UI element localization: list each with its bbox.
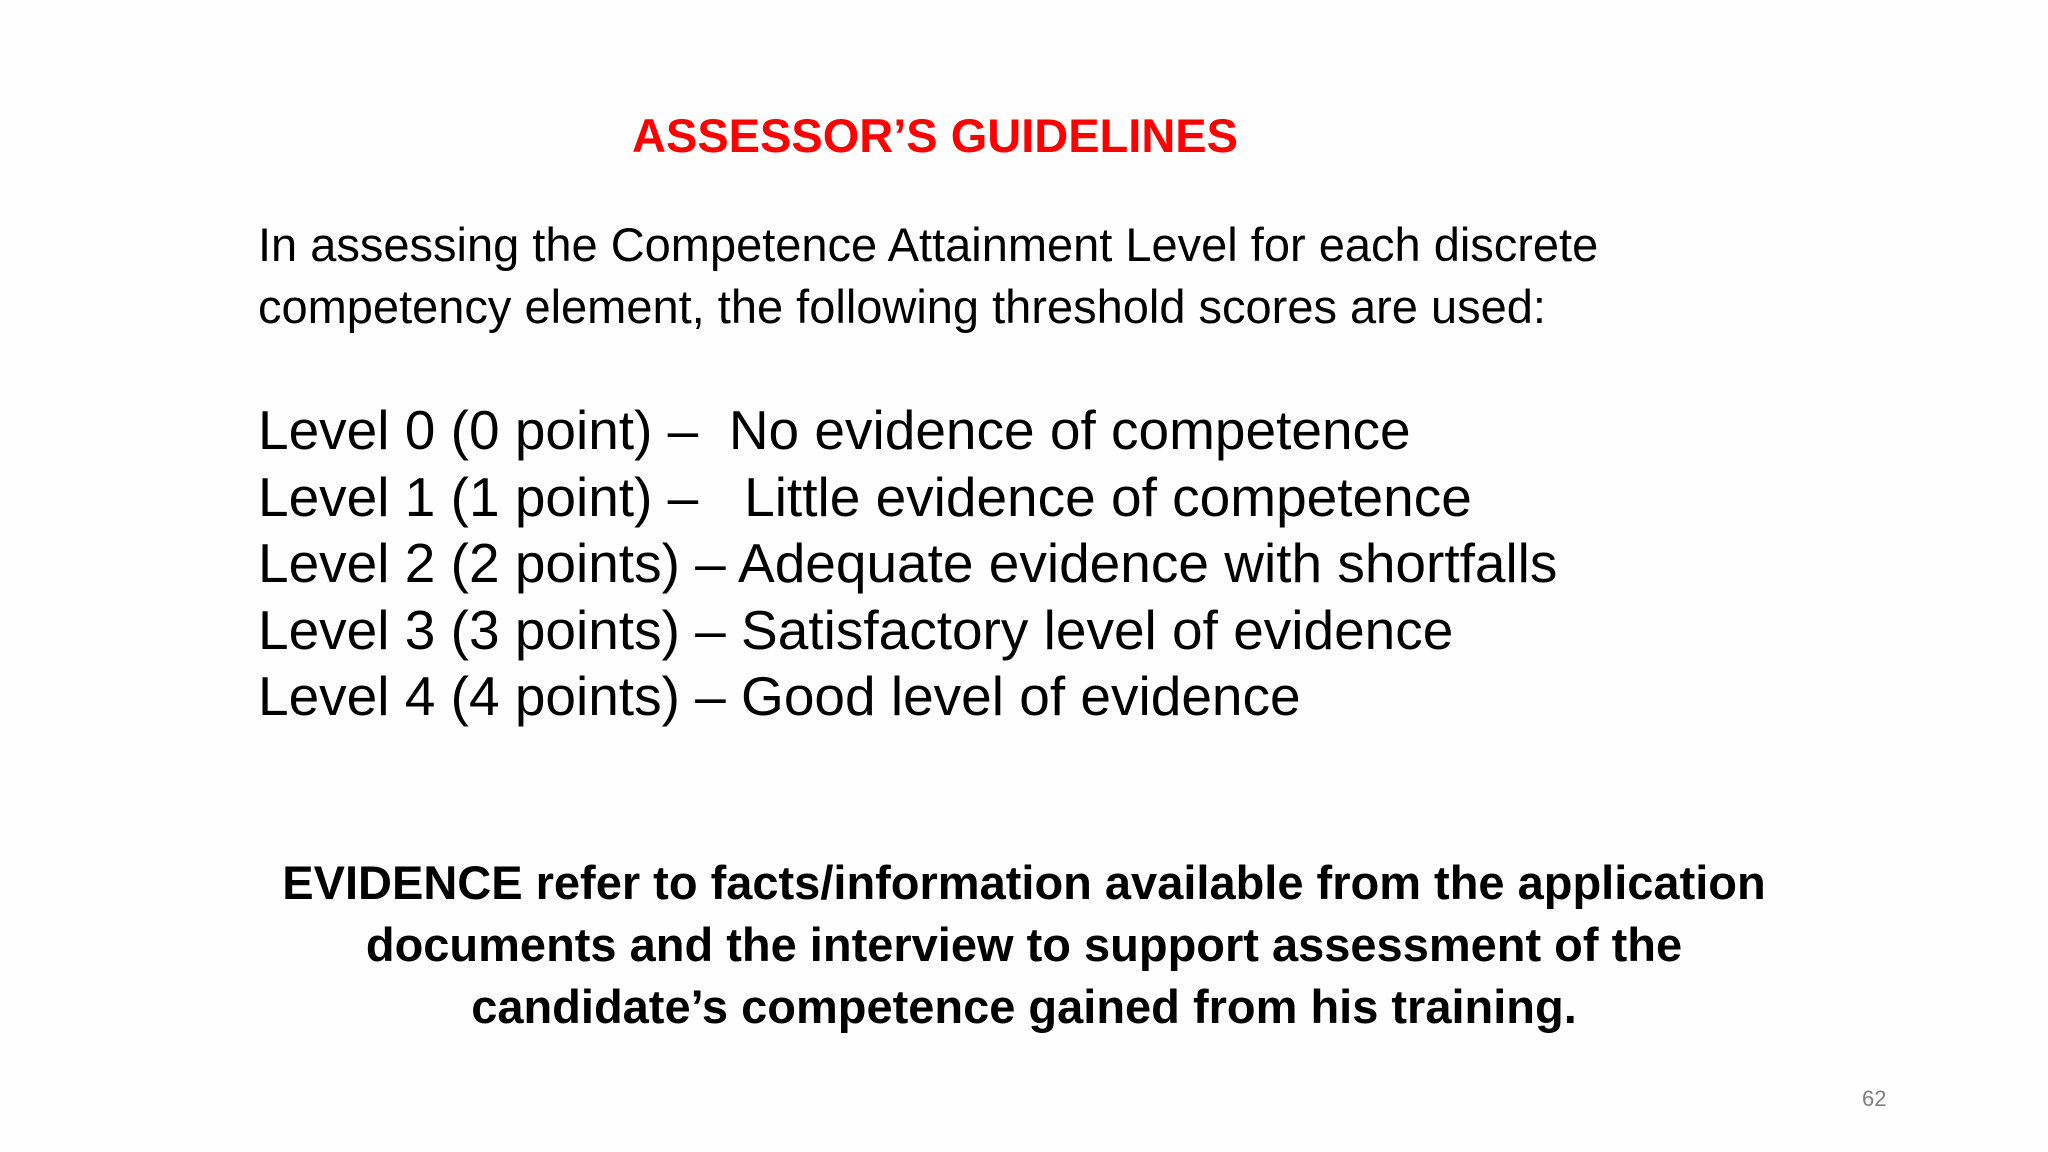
threshold-levels-list bbox=[258, 397, 1858, 730]
intro-paragraph bbox=[258, 214, 1858, 338]
page-number: 62 bbox=[1862, 1086, 1887, 1111]
slide-title: ASSESSOR’S GUIDELINES bbox=[632, 109, 1238, 162]
intro-line: In assessing the Competence Attainment Level for each discrete bbox=[258, 218, 1599, 271]
level-1-item: Level 1 (1 point) – Little evidence of competence bbox=[258, 465, 1472, 528]
evidence-definition bbox=[0, 852, 2048, 1038]
evidence-line: candidate’s competence gained from his training. bbox=[471, 980, 1577, 1033]
level-4-item: Level 4 (4 points) – Good level of evidence bbox=[258, 665, 1301, 727]
level-3-item: Level 3 (3 points) – Satisfactory level of evidence bbox=[258, 598, 1454, 661]
level-2-item: Level 2 (2 points) – Adequate evidence with shortfalls bbox=[258, 532, 1558, 594]
evidence-line: documents and the interview to support assessment of the bbox=[365, 918, 1683, 971]
level-0-item: Level 0 (0 point) – No evidence of competence bbox=[258, 399, 1411, 461]
evidence-line: EVIDENCE refer to facts/information available from the application bbox=[282, 856, 1766, 909]
intro-line: competency element, the following threshold scores are used: bbox=[258, 280, 1546, 333]
